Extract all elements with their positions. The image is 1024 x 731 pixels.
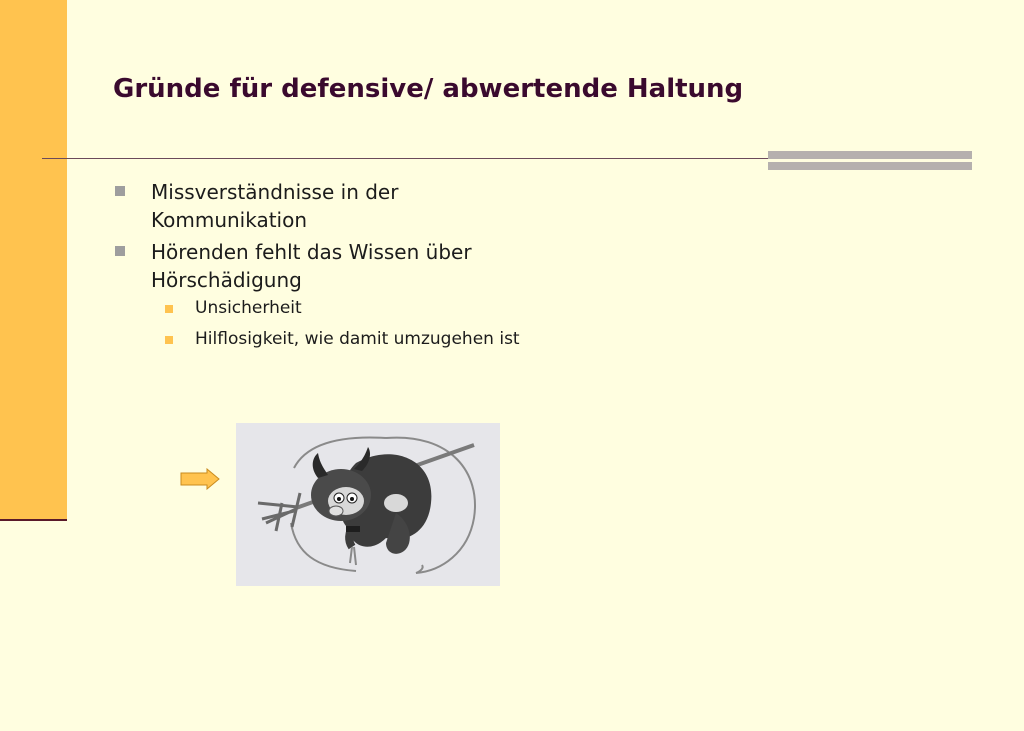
sub-bullet-list [151, 296, 543, 352]
bullet-list [113, 178, 543, 358]
square-bullet-icon [115, 186, 125, 196]
bullet-item [113, 238, 543, 352]
sub-bullet-text: Unsicherheit [195, 298, 302, 318]
bullet-text: Missverständnisse in der Kommunikation [151, 180, 399, 232]
devil-cartoon-illustration [236, 423, 500, 586]
side-accent-bar [0, 0, 67, 521]
bullet-text: Hörenden fehlt das Wissen über Hörschädigung [151, 240, 472, 292]
square-bullet-icon [165, 305, 173, 313]
sub-bullet-item [151, 327, 543, 352]
square-bullet-icon [115, 246, 125, 256]
sub-bullet-text: Hilflosigkeit, wie damit umzugehen ist [195, 329, 520, 349]
square-bullet-icon [165, 336, 173, 344]
divider-accent [768, 151, 972, 170]
slide-title: Gründe für defensive/ abwertende Haltung [113, 74, 744, 104]
right-arrow-icon [180, 468, 220, 490]
bullet-item [113, 178, 543, 234]
sub-bullet-item [151, 296, 543, 321]
